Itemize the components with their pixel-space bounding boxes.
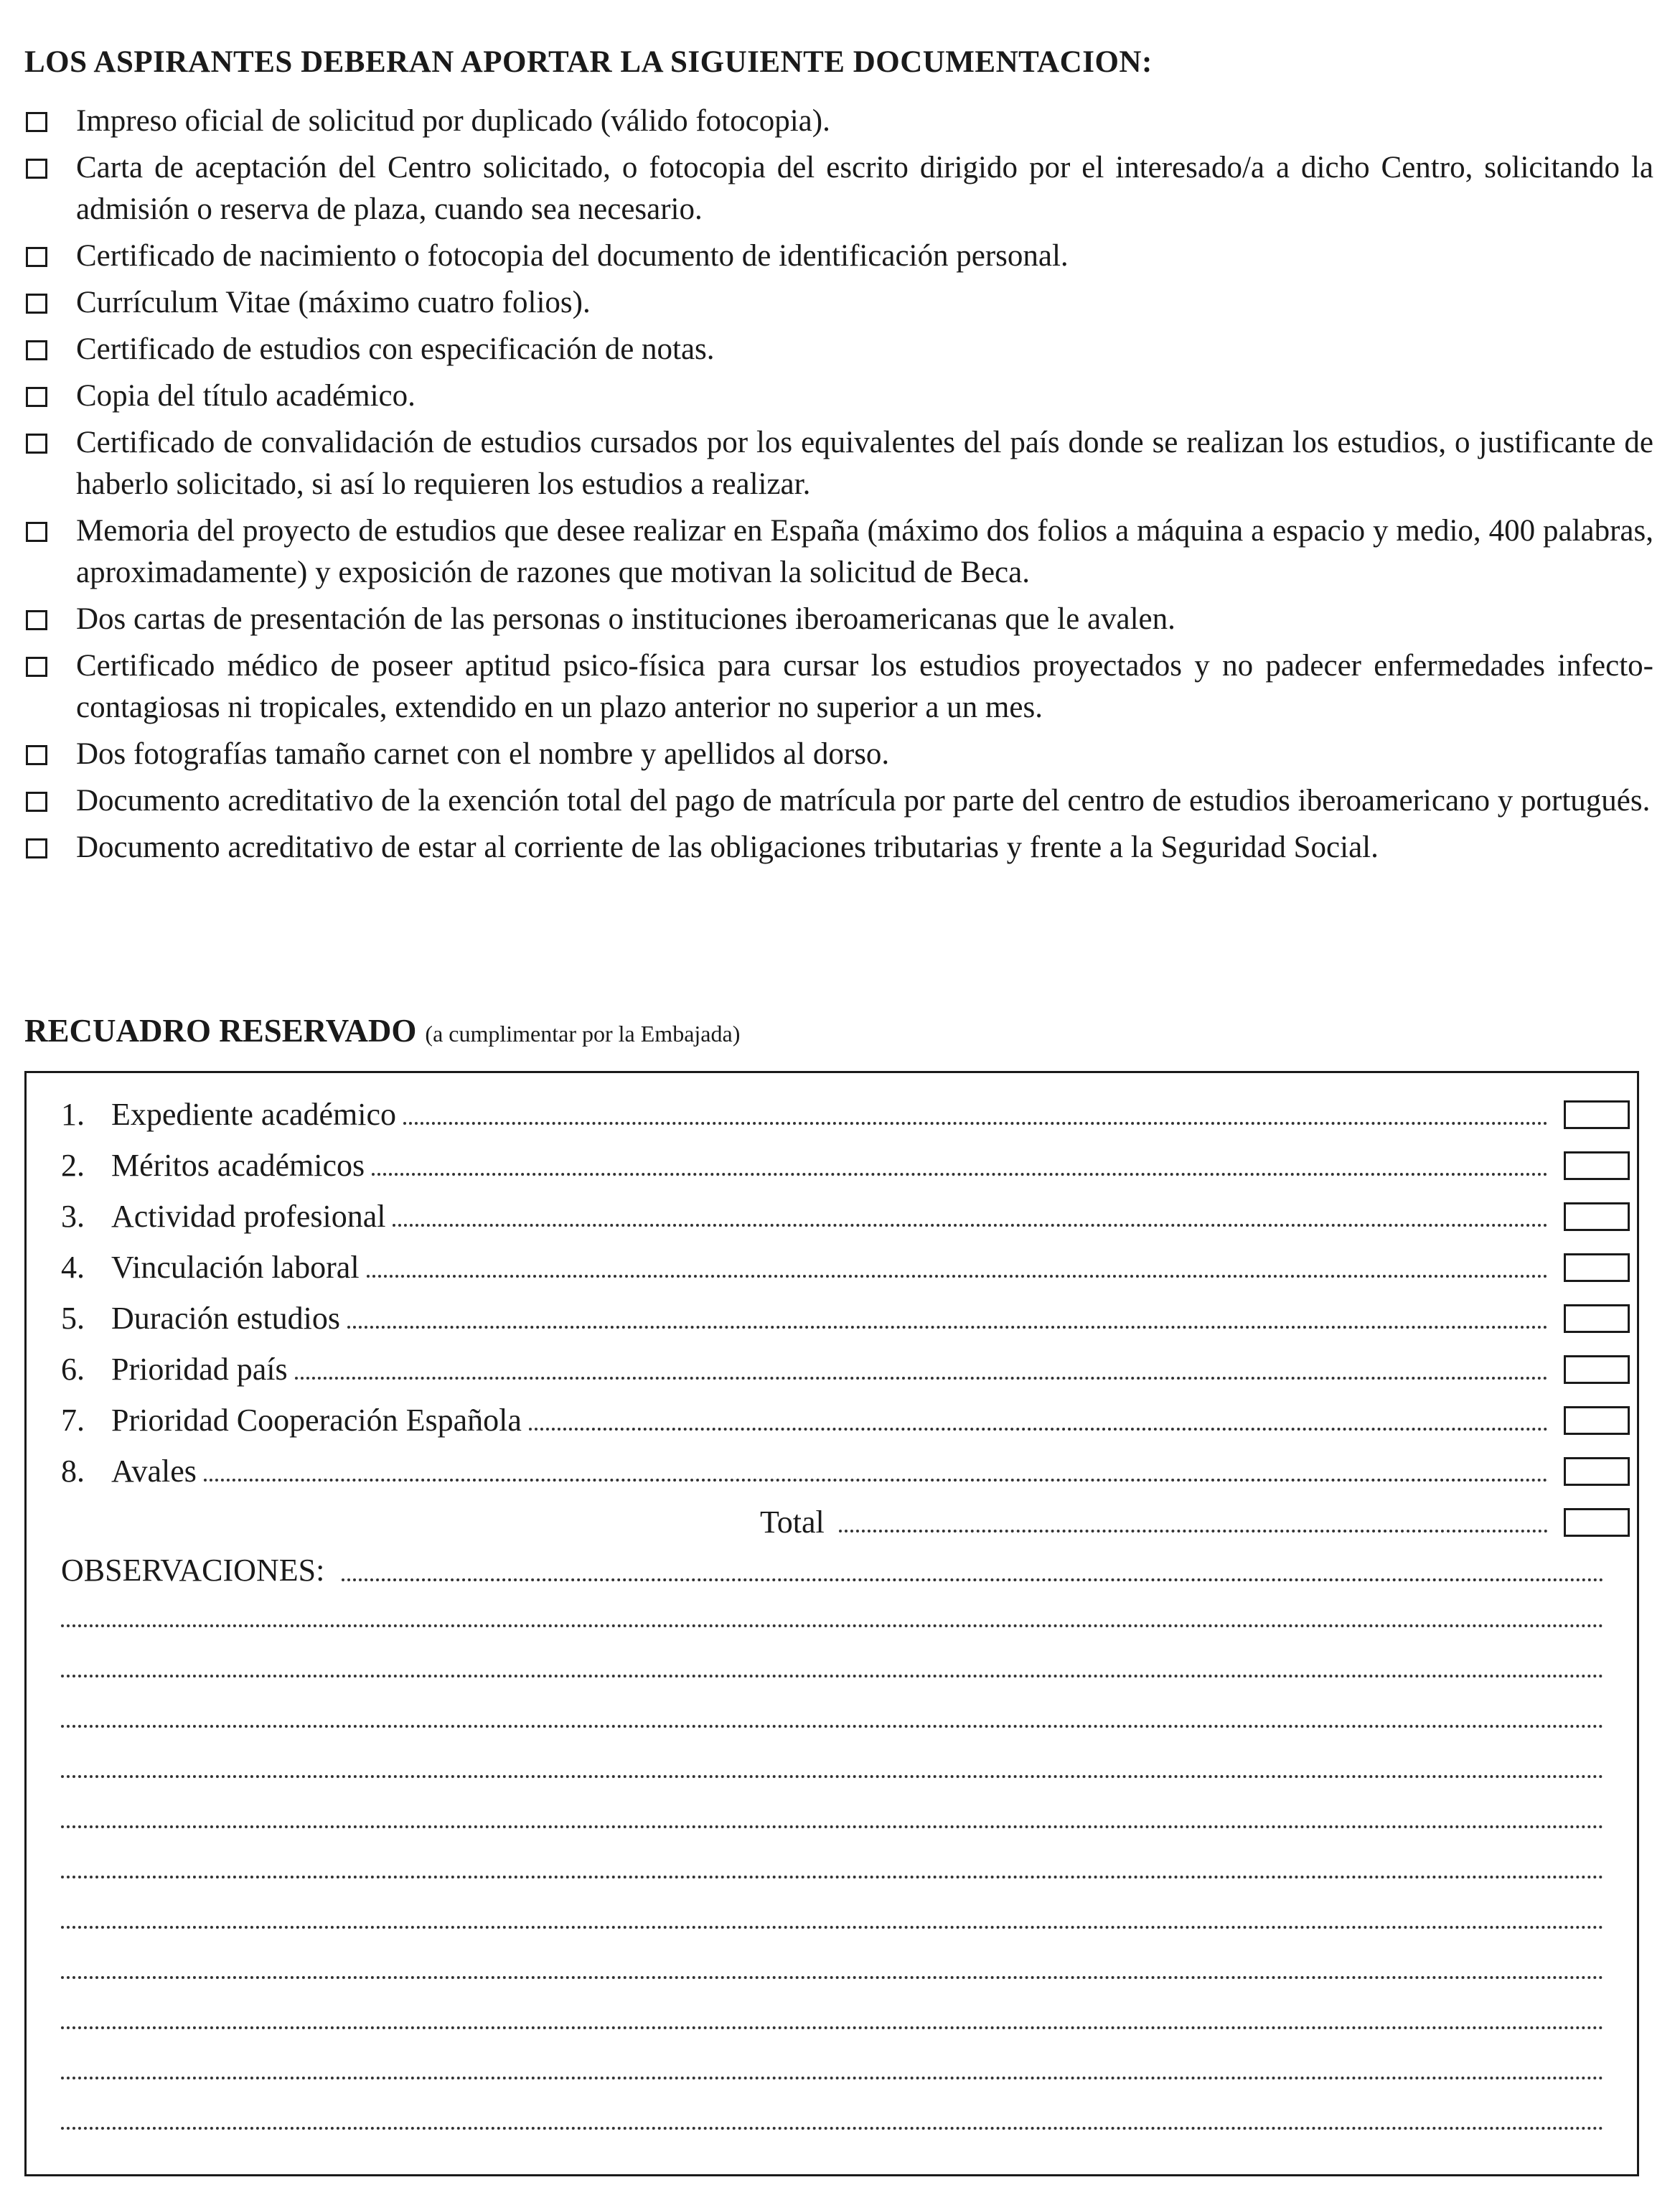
- score-box[interactable]: [1564, 1406, 1630, 1435]
- observations-line[interactable]: [61, 1675, 1604, 1677]
- checkbox[interactable]: [26, 522, 47, 542]
- checkbox[interactable]: [26, 112, 47, 132]
- checklist-item-text: Impreso oficial de solicitud por duplicado (válido fotocopia).: [76, 104, 830, 138]
- score-box[interactable]: [1564, 1355, 1630, 1384]
- observations-line[interactable]: [61, 1775, 1604, 1778]
- checklist-item: [24, 827, 1653, 869]
- checkbox[interactable]: [26, 387, 47, 407]
- criteria-number: 4.: [61, 1250, 85, 1285]
- score-box[interactable]: [1564, 1304, 1630, 1333]
- checklist-item-text: Currículum Vitae (máximo cuatro folios).: [76, 286, 591, 319]
- criteria-label: Expediente académico: [111, 1097, 397, 1132]
- total-score-box[interactable]: [1564, 1508, 1630, 1537]
- score-box[interactable]: [1564, 1457, 1630, 1486]
- criteria-label: Actividad profesional: [111, 1199, 386, 1234]
- criteria-list: [61, 1089, 1597, 1548]
- reserved-title: RECUADRO RESERVADO: [24, 1013, 417, 1049]
- checklist-item: [24, 645, 1653, 729]
- checkbox[interactable]: [26, 792, 47, 812]
- score-box[interactable]: [1564, 1202, 1630, 1231]
- checklist-item: [24, 282, 1653, 324]
- criteria-number: 1.: [61, 1097, 85, 1132]
- criteria-number: 6.: [61, 1352, 85, 1387]
- observations-line[interactable]: [61, 1725, 1604, 1728]
- dot-leader: [393, 1191, 1548, 1227]
- checkbox[interactable]: [26, 838, 47, 858]
- criteria-label: Méritos académicos: [111, 1148, 365, 1183]
- dot-leader: [204, 1446, 1548, 1482]
- criteria-number: 7.: [61, 1403, 85, 1438]
- total-label: Total: [760, 1505, 825, 1540]
- criteria-row: [61, 1446, 1597, 1497]
- checklist-item-text: Documento acreditativo de estar al corriente de las obligaciones tributarias y frente a la Seguridad Social.: [76, 830, 1379, 864]
- checkbox[interactable]: [26, 340, 47, 360]
- checklist-item: [24, 422, 1653, 505]
- total-row: [61, 1497, 1597, 1548]
- documentation-checklist: [24, 100, 1653, 874]
- checkbox[interactable]: [26, 434, 47, 454]
- checklist-item: [24, 329, 1653, 370]
- criteria-number: 5.: [61, 1301, 85, 1336]
- checklist-item-text: Documento acreditativo de la exención total del pago de matrícula por parte del centro de estudios iberoamericano y portugués.: [76, 784, 1651, 818]
- checklist-item-text: Certificado de estudios con especificación de notas.: [76, 332, 715, 366]
- dot-leader: [372, 1140, 1548, 1176]
- checklist-item-text: Certificado médico de poseer aptitud psico-física para cursar los estudios proyectados y no padecer enfermedades infecto-contagiosas ni tropicales, extendido en un plazo anterior no superior a un mes.: [76, 649, 1653, 724]
- observations-line[interactable]: [61, 2026, 1604, 2029]
- criteria-number: 3.: [61, 1199, 85, 1234]
- criteria-row: [61, 1242, 1597, 1293]
- checkbox[interactable]: [26, 294, 47, 314]
- criteria-label: Duración estudios: [111, 1301, 340, 1336]
- score-box[interactable]: [1564, 1151, 1630, 1180]
- checklist-item-text: Copia del título académico.: [76, 379, 416, 413]
- checklist-item: [24, 510, 1653, 594]
- criteria-row: [61, 1344, 1597, 1395]
- dot-leader: [295, 1344, 1548, 1380]
- reserved-section-title: [24, 1012, 740, 1049]
- dot-leader: [367, 1242, 1548, 1278]
- checklist-item-text: Carta de aceptación del Centro solicitado, o fotocopia del escrito dirigido por el interesado/a a dicho Centro, solicitando la admisión o reserva de plaza, cuando sea necesario.: [76, 151, 1653, 226]
- checklist-item: [24, 599, 1653, 640]
- checklist-item-text: Dos fotografías tamaño carnet con el nombre y apellidos al dorso.: [76, 737, 890, 771]
- checkbox[interactable]: [26, 657, 47, 677]
- criteria-number: 2.: [61, 1148, 85, 1183]
- score-box[interactable]: [1564, 1253, 1630, 1282]
- observations-line[interactable]: [61, 1876, 1604, 1878]
- dot-leader: [403, 1089, 1548, 1125]
- observations-row: [61, 1545, 1604, 1596]
- criteria-label: Prioridad Cooperación Española: [111, 1403, 522, 1438]
- reserved-subtitle: (a cumplimentar por la Embajada): [425, 1021, 741, 1047]
- checklist-item: [24, 780, 1653, 822]
- checklist-item: [24, 235, 1653, 277]
- observations-line[interactable]: [61, 2127, 1604, 2130]
- criteria-row: [61, 1140, 1597, 1191]
- observations-line[interactable]: [61, 1976, 1604, 1979]
- checklist-item: [24, 375, 1653, 417]
- checklist-item: [24, 100, 1653, 142]
- dot-leader: [839, 1497, 1548, 1532]
- checkbox[interactable]: [26, 159, 47, 179]
- checkbox[interactable]: [26, 610, 47, 630]
- dot-leader: [347, 1293, 1548, 1329]
- criteria-label: Prioridad país: [111, 1352, 288, 1387]
- observations-line[interactable]: [61, 1624, 1604, 1627]
- checkbox[interactable]: [26, 745, 47, 765]
- checklist-item-text: Memoria del proyecto de estudios que desee realizar en España (máximo dos folios a máquina a espacio y medio, 400 palabras, aproximadamente) y exposición de razones que motivan la solicitud de Beca.: [76, 514, 1653, 589]
- observations-input-line[interactable]: [342, 1545, 1604, 1581]
- documentation-heading: LOS ASPIRANTES DEBERAN APORTAR LA SIGUIENTE DOCUMENTACION:: [24, 45, 1153, 79]
- criteria-row: [61, 1089, 1597, 1140]
- score-box[interactable]: [1564, 1100, 1630, 1129]
- checklist-item: [24, 734, 1653, 775]
- observations-line[interactable]: [61, 1926, 1604, 1929]
- checklist-item-text: Certificado de convalidación de estudios cursados por los equivalentes del país donde se realizan los estudios, o justificante de haberlo solicitado, si así lo requieren los estudios a realizar.: [76, 426, 1653, 501]
- criteria-number: 8.: [61, 1454, 85, 1489]
- dot-leader: [529, 1395, 1548, 1431]
- checklist-item-text: Certificado de nacimiento o fotocopia del documento de identificación personal.: [76, 239, 1069, 273]
- checkbox[interactable]: [26, 247, 47, 267]
- criteria-row: [61, 1191, 1597, 1242]
- observations-line[interactable]: [61, 2077, 1604, 2079]
- criteria-row: [61, 1395, 1597, 1446]
- criteria-row: [61, 1293, 1597, 1344]
- observations-label: OBSERVACIONES:: [61, 1553, 325, 1588]
- criteria-label: Avales: [111, 1454, 197, 1489]
- observations-line[interactable]: [61, 1825, 1604, 1828]
- criteria-label: Vinculación laboral: [111, 1250, 360, 1285]
- checklist-item: [24, 147, 1653, 230]
- reserved-box: [24, 1071, 1639, 2176]
- checklist-item-text: Dos cartas de presentación de las personas o instituciones iberoamericanas que le avalen.: [76, 602, 1175, 636]
